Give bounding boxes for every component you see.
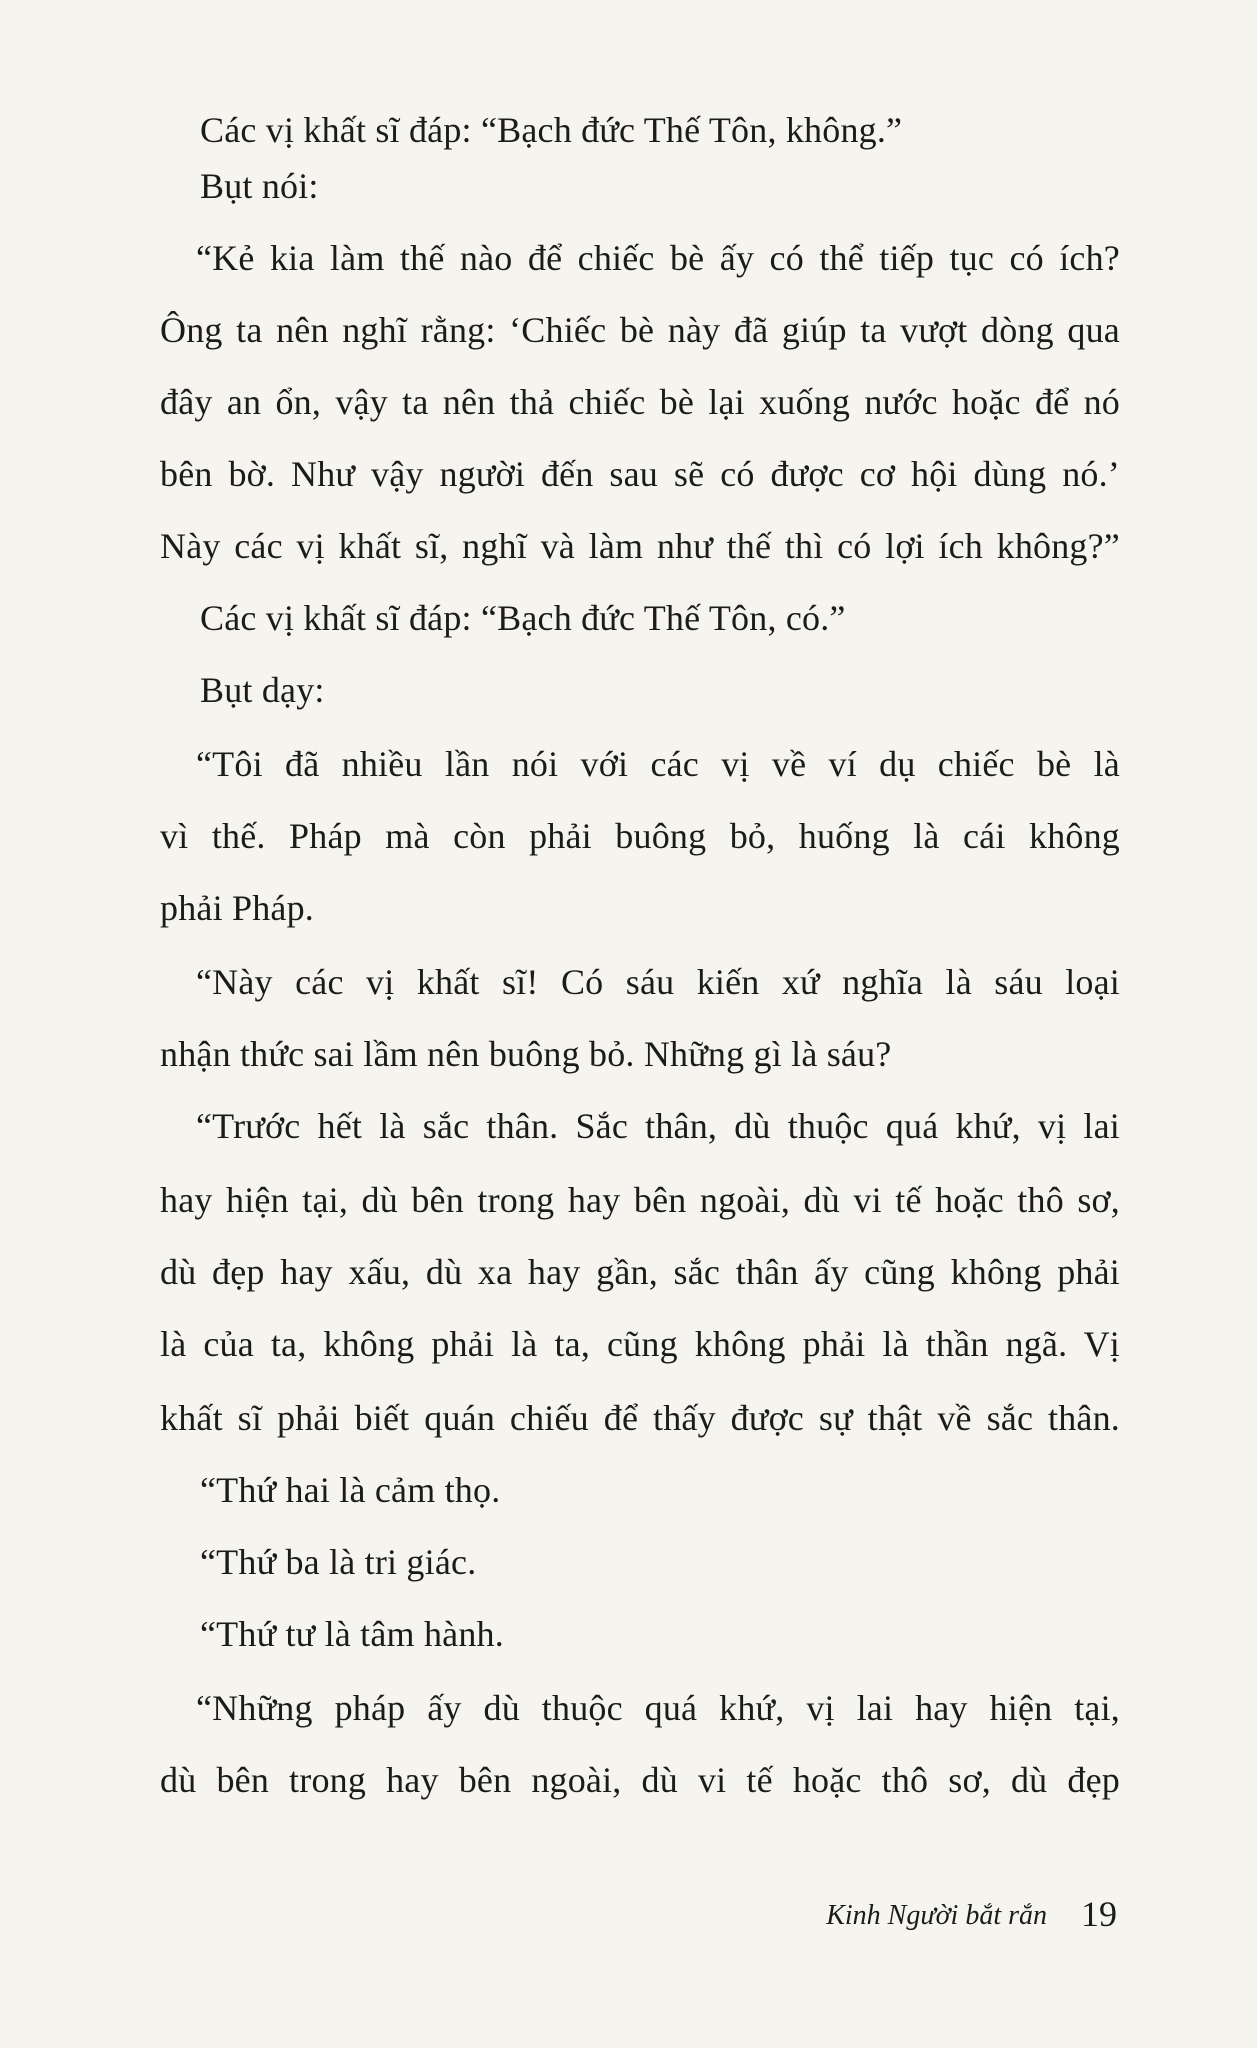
text-line: Các vị khất sĩ đáp: “Bạch đức Thế Tôn, có.” xyxy=(200,598,846,638)
text-line: bên bờ. Như vậy người đến sau sẽ có được cơ hội dùng nó.’ xyxy=(160,454,1120,494)
text-line: vì thế. Pháp mà còn phải buông bỏ, huống là cái không xyxy=(160,816,1120,856)
text-line: Này các vị khất sĩ, nghĩ và làm như thế thì có lợi ích không?” xyxy=(160,526,1120,566)
text-line: “Thứ ba là tri giác. xyxy=(200,1542,477,1582)
text-line: Các vị khất sĩ đáp: “Bạch đức Thế Tôn, không.” xyxy=(200,110,903,150)
text-line: Bụt dạy: xyxy=(200,670,325,710)
text-line: nhận thức sai lầm nên buông bỏ. Những gì là sáu? xyxy=(160,1034,892,1074)
text-line: Bụt nói: xyxy=(200,166,319,206)
text-line: hay hiện tại, dù bên trong hay bên ngoài, dù vi tế hoặc thô sơ, xyxy=(160,1180,1120,1220)
text-line: phải Pháp. xyxy=(160,888,314,928)
text-line: “Kẻ kia làm thế nào để chiếc bè ấy có thể tiếp tục có ích? xyxy=(196,238,1120,278)
text-line: Ông ta nên nghĩ rằng: ‘Chiếc bè này đã giúp ta vượt dòng qua xyxy=(160,310,1120,350)
text-line: “Những pháp ấy dù thuộc quá khứ, vị lai hay hiện tại, xyxy=(196,1688,1120,1728)
text-line: “Trước hết là sắc thân. Sắc thân, dù thuộc quá khứ, vị lai xyxy=(196,1106,1120,1146)
text-line: là của ta, không phải là ta, cũng không phải là thần ngã. Vị xyxy=(160,1324,1120,1364)
text-line: “Thứ tư là tâm hành. xyxy=(200,1614,504,1654)
running-footer-title: Kinh Người bắt rắn xyxy=(826,1900,1047,1931)
text-line: đây an ổn, vậy ta nên thả chiếc bè lại xuống nước hoặc để nó xyxy=(160,382,1120,422)
text-line: “Tôi đã nhiều lần nói với các vị về ví dụ chiếc bè là xyxy=(196,744,1120,784)
text-line: “Này các vị khất sĩ! Có sáu kiến xứ nghĩa là sáu loại xyxy=(196,962,1120,1002)
text-line: “Thứ hai là cảm thọ. xyxy=(200,1470,501,1510)
text-line: dù đẹp hay xấu, dù xa hay gần, sắc thân ấy cũng không phải xyxy=(160,1252,1120,1292)
text-line: khất sĩ phải biết quán chiếu để thấy được sự thật về sắc thân. xyxy=(160,1398,1120,1438)
page-number: 19 xyxy=(1081,1894,1117,1934)
text-line: dù bên trong hay bên ngoài, dù vi tế hoặc thô sơ, dù đẹp xyxy=(160,1760,1120,1800)
